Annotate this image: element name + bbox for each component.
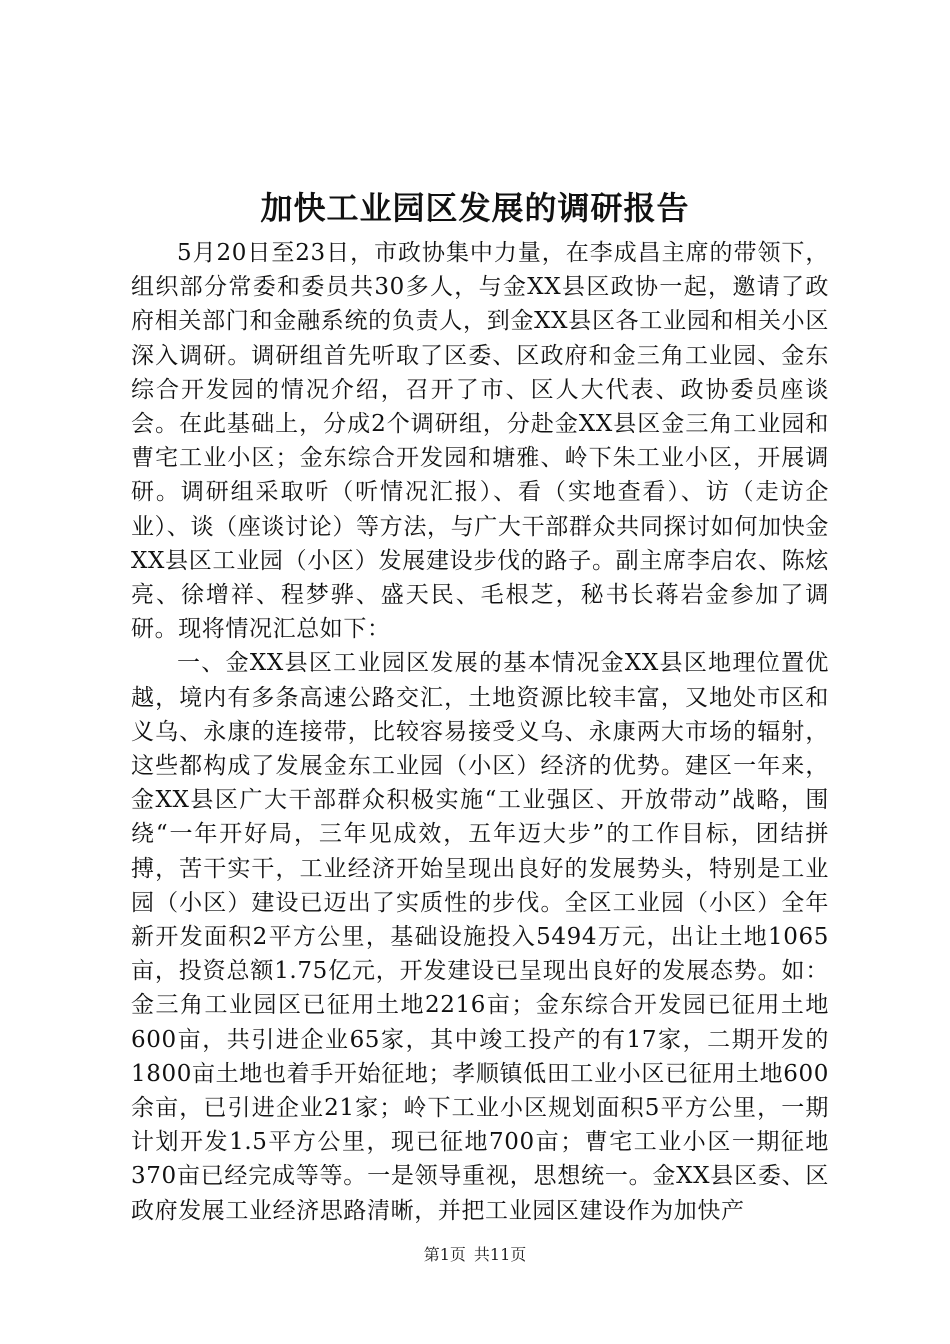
document-title: 加快工业园区发展的调研报告 bbox=[260, 189, 690, 227]
page-footer bbox=[0, 1245, 950, 1265]
paragraph-intro: 5月20日至23日，市政协集中力量，在李成昌主席的带领下，组织部分常委和委员共30多人，与金XX县区政协一起，邀请了政府相关部门和金融系统的负责人，到金XX县区各工业园和相关小区深入调研。调研组首先听取了区委、区政府和金三角工业园、金东综合开发园的情况介绍，召开了市、区人大代表、政协委员座谈会。在此基础上，分成2个调研组，分赴金XX县区金三角工业园和曹宅工业小区；金东综合开发园和塘雅、岭下朱工业小区，开展调研。调研组采取听（听情况汇报）、看（实地查看）、访（走访企业）、谈（座谈讨论）等方法，与广大干部群众共同探讨如何加快金XX县区工业园（小区）发展建设步伐的路子。副主席李启农、陈炫亮、徐增祥、程梦骅、盛天民、毛根芝，秘书长蒋岩金参加了调研。现将情况汇总如下： bbox=[131, 240, 829, 643]
page-total: 共11页 bbox=[473, 1245, 527, 1264]
page-number: 第1页 bbox=[423, 1245, 466, 1264]
paragraph-section-one: 一、金XX县区工业园区发展的基本情况金XX县区地理位置优越，境内有多条高速公路交汇，土地资源比较丰富，又地处市区和义乌、永康的连接带，比较容易接受义乌、永康两大市场的辐射，这些都构成了发展金东工业园（小区）经济的优势。建区一年来，金XX县区广大干部群众积极实施“工业强区、开放带动”战略，围绕“一年开好局，三年见成效，五年迈大步”的工作目标，团结拼搏，苦干实干，工业经济开始呈现出良好的发展势头，特别是工业园（小区）建设已迈出了实质性的步伐。全区工业园（小区）全年新开发面积2平方公里，基础设施投入5494万元，出让土地1065亩，投资总额1.75亿元，开发建设已呈现出良好的发展态势。如：金三角工业园区已征用土地2216亩；金东综合开发园已征用土地600亩，共引进企业65家，其中竣工投产的有17家，二期开发的1800亩土地也着手开始征地；孝顺镇低田工业小区已征用土地600余亩，已引进企业21家；岭下工业小区规划面积5平方公里，一期计划开发1.5平方公里，现已征地700亩；曹宅工业小区一期征地370亩已经完成等等。一是领导重视，思想统一。金XX县区委、区政府发展工业经济思路清晰，并把工业园区建设作为加快产 bbox=[131, 650, 829, 1224]
document-body bbox=[131, 236, 829, 1228]
